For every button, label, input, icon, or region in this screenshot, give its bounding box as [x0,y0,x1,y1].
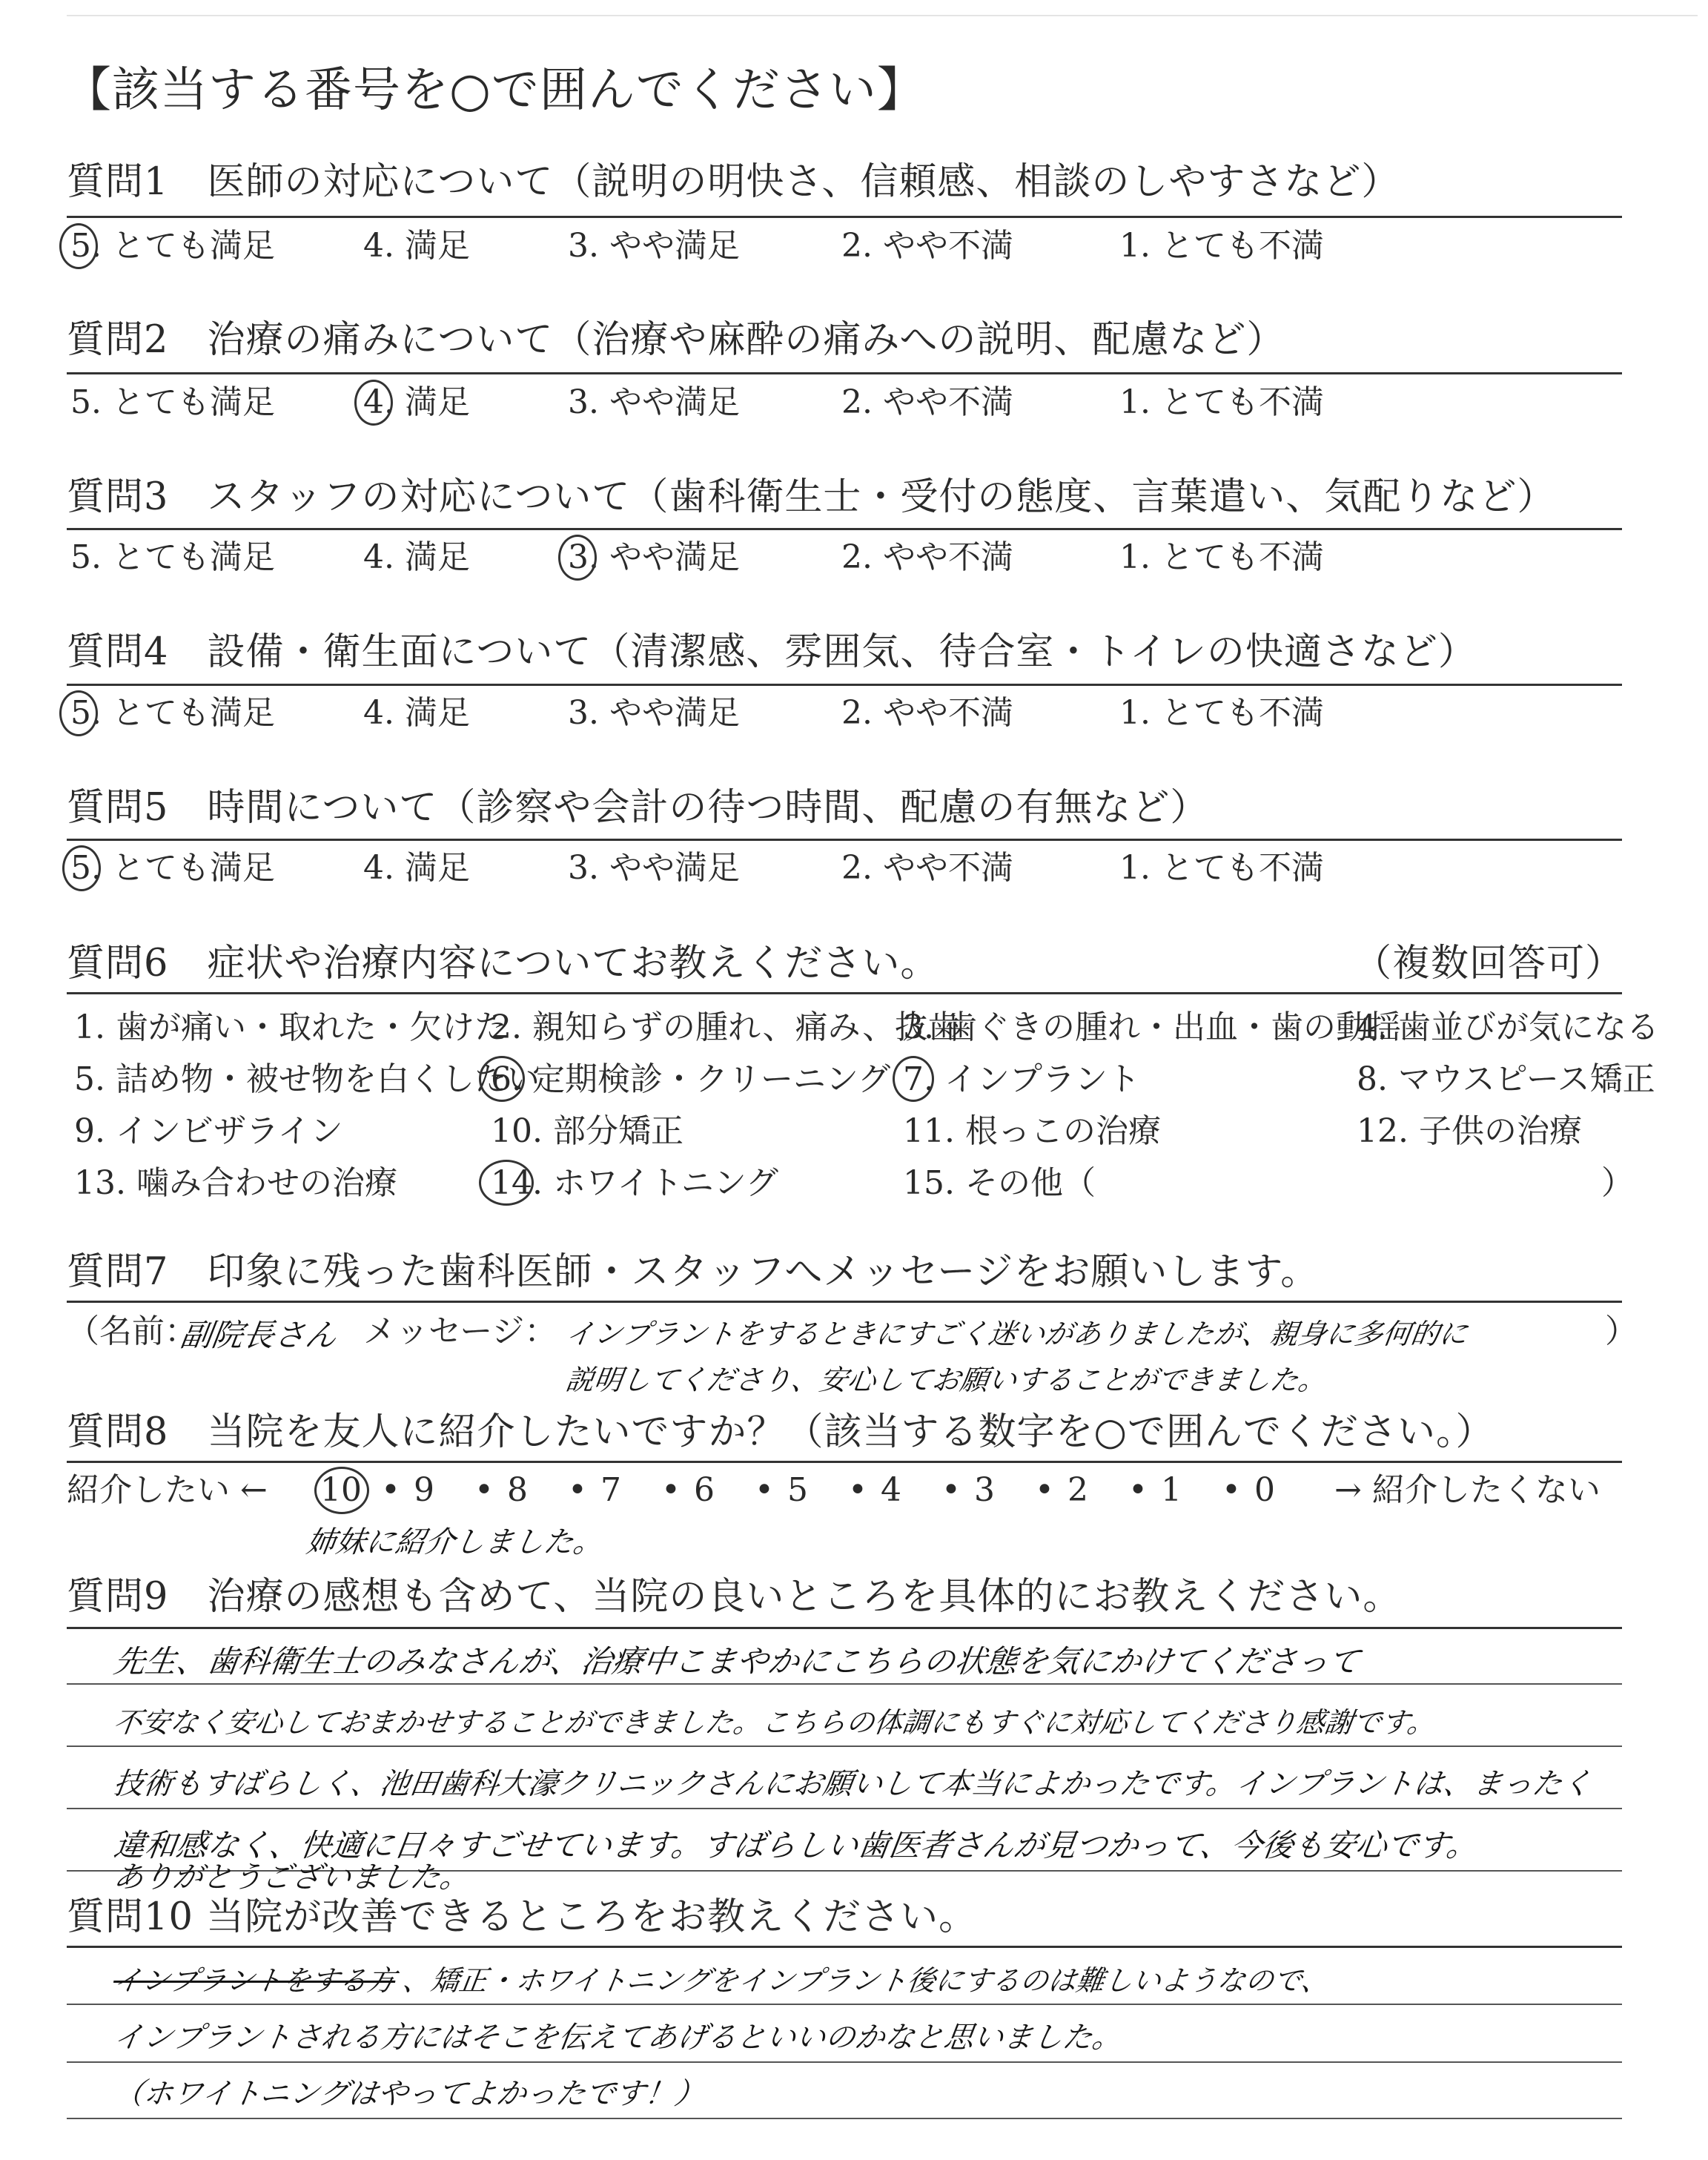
answer-rule [67,2061,1622,2063]
option-4[interactable]: 4. 満足 [363,694,470,732]
name-value[interactable]: 副院長さん [178,1317,340,1353]
option-3[interactable]: 3. やや満足 [568,538,740,576]
symptom-item[interactable]: 3. 歯ぐきの腫れ・出血・歯の動揺 [903,1008,1401,1046]
answer-line[interactable]: 先生、歯科衛生士のみなさんが、治療中こまやかにこちらの状態を気にかけてくださって [111,1643,1363,1680]
divider [67,372,1622,374]
option-3[interactable]: 3. やや満足 [568,694,740,732]
recommend-number[interactable]: 6 [694,1471,715,1509]
close-paren: ） [1605,1312,1638,1350]
question-title: 質問1 医師の対応について（説明の明快さ、信頼感、相談のしやすさなど） [67,160,1400,204]
selection-circle [893,1056,934,1102]
option-1[interactable]: 1. とても不満 [1119,227,1324,265]
recommend-number[interactable]: 5 [787,1471,808,1509]
option-1[interactable]: 1. とても不満 [1119,694,1324,732]
recommend-left-label: 紹介したい ← [67,1471,268,1509]
answer-rule [67,1683,1622,1685]
handwritten-note: 姉妹に紹介しました。 [304,1525,606,1559]
symptom-item[interactable]: 11. 根っこの治療 [903,1112,1161,1150]
other-close-paren: ） [1601,1164,1634,1202]
option-5[interactable]: 5. とても満足 [70,849,275,887]
option-2[interactable]: 2. やや不満 [841,538,1013,576]
option-5[interactable]: 5. とても満足 [70,227,275,265]
scale-separator: • [848,1471,867,1509]
divider [67,528,1622,530]
recommend-number[interactable]: 4 [881,1471,901,1509]
selection-circle [62,845,101,891]
message-label: メッセージ： [363,1312,557,1350]
option-2[interactable]: 2. やや不満 [841,694,1013,732]
symptom-item[interactable]: 9. インビザライン [74,1112,343,1150]
recommend-right-label: → 紹介したくない [1334,1471,1601,1509]
top-border [67,15,1698,16]
recommend-number[interactable]: 0 [1254,1471,1275,1509]
symptom-item[interactable]: 6. 定期検診・クリーニング [491,1060,891,1098]
recommend-number[interactable]: 9 [414,1471,434,1509]
question-title: 質問4 設備・衛生面について（清潔感、雰囲気、待合室・トイレの快適さなど） [67,630,1477,674]
symptom-item[interactable]: 2. 親知らずの腫れ、痛み、抜歯 [491,1008,961,1046]
question-title: 質問9 治療の感想も含めて、当院の良いところを具体的にお教えください。 [67,1575,1402,1619]
divider [67,839,1622,841]
symptom-item[interactable]: 14. ホワイトニング [491,1164,779,1202]
answer-rule [67,1745,1622,1747]
answer-line[interactable]: （ホワイトニングはやってよかったです！） [111,2077,707,2111]
question-title: 質問8 当院を友人に紹介したいですか？（該当する数字を○で囲んでください。） [67,1410,1494,1454]
selection-circle [479,1160,534,1206]
answer-rule [67,1808,1622,1809]
scale-separator: • [755,1471,774,1509]
scale-separator: • [1222,1471,1241,1509]
answer-line[interactable]: 、矯正・ホワイトニングをインプラント後にするのは難しいようなので、 [400,1964,1332,1997]
symptom-item[interactable]: 8. マウスピース矯正 [1357,1060,1655,1098]
question-title: 質問2 治療の痛みについて（治療や麻酔の痛みへの説明、配慮など） [67,318,1285,362]
recommend-number[interactable]: 7 [600,1471,621,1509]
symptom-item[interactable]: 1. 歯が痛い・取れた・欠けた [74,1008,507,1046]
question-title: 質問3 スタッフの対応について（歯科衛生士・受付の態度、言葉遣い、気配りなど） [67,475,1556,519]
name-label: （名前： [67,1312,197,1350]
option-3[interactable]: 3. やや満足 [568,849,740,887]
option-2[interactable]: 2. やや不満 [841,383,1013,421]
divider [67,1946,1622,1948]
option-5[interactable]: 5. とても満足 [70,694,275,732]
answer-line[interactable]: インプラントされる方にはそこを伝えてあげるといいのかなと思いました。 [111,2021,1125,2055]
option-2[interactable]: 2. やや不満 [841,227,1013,265]
option-4[interactable]: 4. 満足 [363,383,470,421]
scale-separator: • [941,1471,961,1509]
question-title: 質問5 時間について（診察や会計の待つ時間、配慮の有無など） [67,786,1209,830]
scale-separator: • [661,1471,681,1509]
selection-circle [354,380,393,426]
divider [67,1461,1622,1463]
scale-separator: • [381,1471,400,1509]
option-5[interactable]: 5. とても満足 [70,538,275,576]
answer-line[interactable]: ありがとうございました。 [111,1860,472,1895]
instruction-header: 【該当する番号を○で囲んでください】 [64,63,925,118]
selection-circle [59,690,98,736]
struck-text: インプラントをする方 [111,1964,398,1997]
symptom-item[interactable]: 4. 歯並びが気になる [1357,1008,1659,1046]
option-3[interactable]: 3. やや満足 [568,383,740,421]
option-4[interactable]: 4. 満足 [363,538,470,576]
symptom-item[interactable]: 15. その他（ [903,1164,1096,1202]
symptom-item[interactable]: 13. 噛み合わせの治療 [74,1164,397,1202]
option-4[interactable]: 4. 満足 [363,227,470,265]
answer-line[interactable]: 技術もすばらしく、池田歯科大濠クリニックさんにお願いして本当によかったです。インプラントは、まったく [111,1767,1595,1801]
question-title: 質問6 症状や治療内容についてお教えください。 [67,942,939,985]
recommend-number[interactable]: 10 [320,1471,362,1509]
divider [67,684,1622,686]
recommend-number[interactable]: 1 [1161,1471,1182,1509]
option-1[interactable]: 1. とても不満 [1119,383,1324,421]
option-1[interactable]: 1. とても不満 [1119,849,1324,887]
answer-line[interactable]: 不安なく安心しておまかせすることができました。こちらの体調にもすぐに対応してくださり感謝です。 [111,1706,1438,1739]
selection-circle [558,535,597,581]
option-2[interactable]: 2. やや不満 [841,849,1013,887]
option-4[interactable]: 4. 満足 [363,849,470,887]
divider [67,216,1622,218]
symptom-item[interactable]: 10. 部分矯正 [491,1112,683,1150]
answer-rule [67,2004,1622,2005]
symptom-item[interactable]: 7. インプラント [903,1060,1140,1098]
divider [67,992,1622,994]
divider [67,1301,1622,1303]
selection-circle [479,1056,525,1102]
symptom-item[interactable]: 12. 子供の治療 [1357,1112,1582,1150]
recommend-number[interactable]: 8 [507,1471,528,1509]
question-title: 質問10 当院が改善できるところをお教えください。 [67,1895,978,1939]
answer-rule [67,2118,1622,2119]
selection-circle [314,1467,369,1514]
message-line[interactable]: インプラントをするときにすごく迷いがありましたが、親身に多何的に [563,1318,1470,1350]
selection-circle [59,223,98,269]
option-1[interactable]: 1. とても不満 [1119,538,1324,576]
scale-separator: • [1128,1471,1148,1509]
answer-line[interactable]: 違和感なく、快適に日々すごせています。すばらしい歯医者さんが見つかって、今後も安心です。 [111,1827,1480,1863]
option-5[interactable]: 5. とても満足 [70,383,275,421]
divider [67,1627,1622,1629]
scale-separator: • [1035,1471,1054,1509]
question-title: 質問7 印象に残った歯科医師・スタッフへメッセージをお願いします。 [67,1250,1320,1294]
scale-separator: • [474,1471,494,1509]
message-line[interactable]: 説明してくださり、安心してお願いすることができました。 [563,1364,1329,1396]
scale-separator: • [568,1471,587,1509]
option-3[interactable]: 3. やや満足 [568,227,740,265]
symptom-item[interactable]: 5. 詰め物・被せ物を白くしたい [74,1060,540,1098]
recommend-number[interactable]: 2 [1068,1471,1088,1509]
multiple-answers-note: （複数回答可） [1354,942,1624,985]
recommend-number[interactable]: 3 [974,1471,995,1509]
